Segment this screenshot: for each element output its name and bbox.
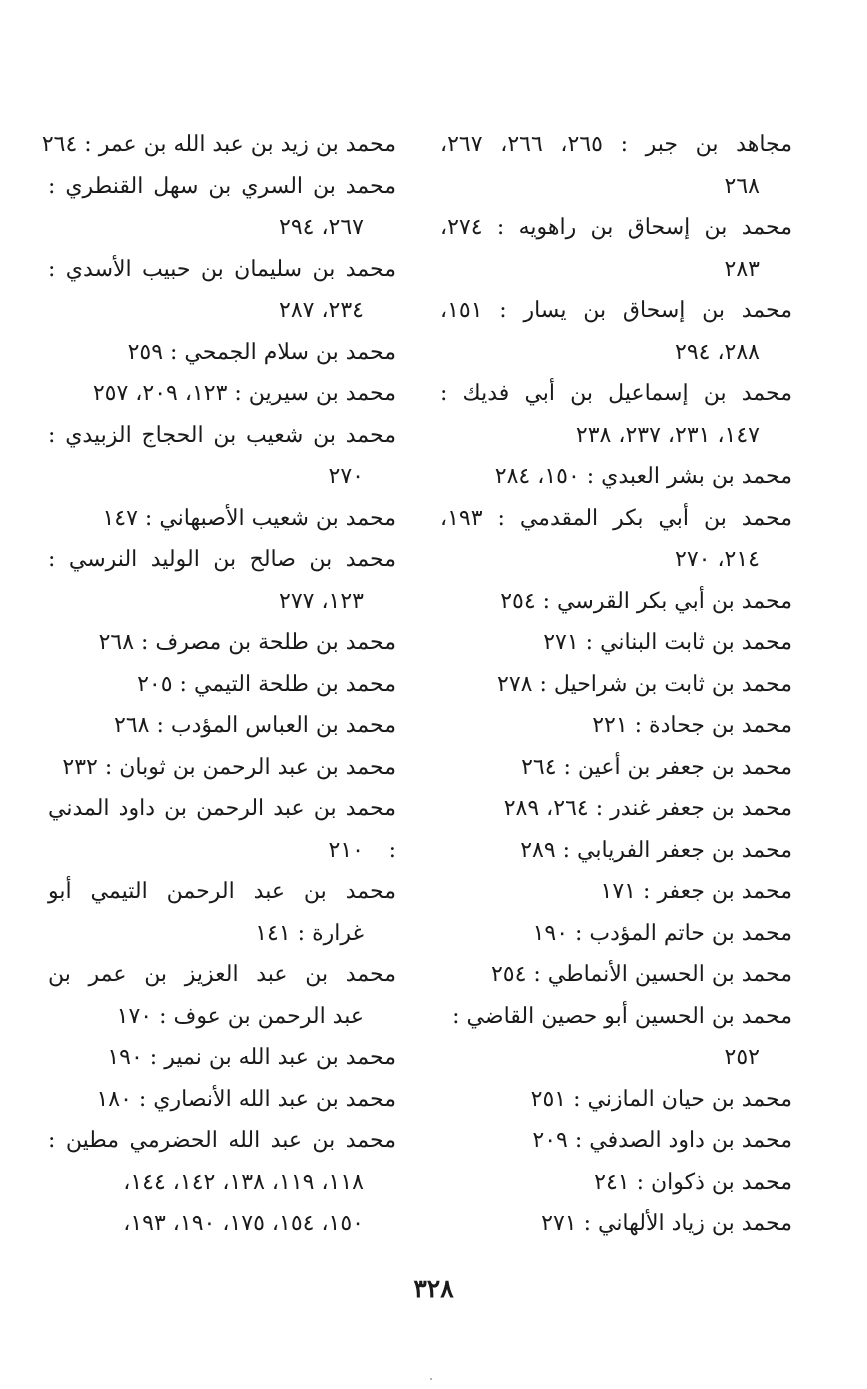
index-entry: محمد بن السري بن سهل القنطري : xyxy=(48,173,396,199)
index-entry: محمد بن سلام الجمحي : ٢٥٩ xyxy=(127,339,396,365)
index-entry: محمد بن الحسين الأنماطي : ٢٥٤ xyxy=(490,962,792,987)
index-entry: محمد بن العباس المؤدب : ٢٦٨ xyxy=(114,713,396,738)
index-entry: محمد بن جعفر الفريابي : ٢٨٩ xyxy=(520,837,792,863)
index-entry: محمد بن عبد الله بن نمير : ١٩٠ xyxy=(107,1045,396,1070)
index-entry-continuation: ١١٨، ١١٩، ١٣٨، ١٤٢، ١٤٤، xyxy=(123,1169,364,1195)
index-entry: محمد بن شعيب الأصبهاني : ١٤٧ xyxy=(102,505,396,531)
index-entry: محمد بن ذكوان : ٢٤١ xyxy=(594,1169,792,1195)
index-entry-continuation: ٢٦٨ xyxy=(724,173,760,199)
index-entry-continuation: ٢٧٠ xyxy=(328,464,364,489)
index-entry: محمد بن ثابت بن شراحيل : ٢٧٨ xyxy=(497,671,792,697)
index-entry-continuation: ٢٥٢ xyxy=(724,1045,760,1070)
index-entry-continuation: ١٢٣، ٢٧٧ xyxy=(279,588,364,614)
index-entry: محمد بن عبد الرحمن التيمي أبو xyxy=(48,879,396,904)
index-entry: محمد بن عبد الرحمن بن ثوبان : ٢٣٢ xyxy=(62,754,396,780)
index-entry: محمد بن شعيب بن الحجاج الزبيدي : xyxy=(48,422,396,448)
page-number: ٣٢٨ xyxy=(413,1274,454,1303)
index-column-right xyxy=(440,124,792,1245)
index-entry-continuation: غرارة : ١٤١ xyxy=(255,920,364,946)
index-entry: محمد بن الحسين أبو حصين القاضي : xyxy=(452,1003,792,1029)
index-entry: محمد بن إسحاق بن راهويه : ٢٧٤، xyxy=(440,215,792,240)
index-entry: محمد بن جعفر بن أعين : ٢٦٤ xyxy=(521,754,792,780)
index-entry: محمد بن عبد الله الحضرمي مطين : xyxy=(48,1128,396,1153)
index-entry: محمد بن زيد بن عبد الله بن عمر : ٢٦٤ xyxy=(41,132,396,157)
index-entry: محمد بن طلحة التيمي : ٢٠٥ xyxy=(137,671,396,697)
index-entry: محمد بن طلحة بن مصرف : ٢٦٨ xyxy=(98,630,396,655)
index-entry: محمد بن صالح بن الوليد النرسي : xyxy=(48,547,396,572)
index-entry: محمد بن جعفر غندر : ٢٦٤، ٢٨٩ xyxy=(503,796,792,821)
index-entry-continuation: ٢٦٧، ٢٩٤ xyxy=(279,215,364,240)
index-entry-continuation: ٢١٠ xyxy=(328,837,364,863)
index-entry: محمد بن حيان المازني : ٢٥١ xyxy=(530,1086,792,1112)
index-entry: محمد بن حاتم المؤدب : ١٩٠ xyxy=(532,920,792,946)
index-entry: محمد بن سيرين : ١٢٣، ٢٠٩، ٢٥٧ xyxy=(92,381,396,406)
index-entry: محمد بن إسماعيل بن أبي فديك : xyxy=(440,381,792,406)
index-entry-continuation: ٢٣٤، ٢٨٧ xyxy=(279,298,364,323)
index-column-left xyxy=(41,124,396,1245)
index-entry-continuation: ٢٨٨، ٢٩٤ xyxy=(675,339,760,365)
index-entry-continuation: ٢٨٣ xyxy=(724,256,760,282)
index-entry: محمد بن أبي بكر القرسي : ٢٥٤ xyxy=(500,588,792,614)
index-entry: محمد بن أبي بكر المقدمي : ١٩٣، xyxy=(440,505,792,531)
index-entry: محمد بن زياد الألهاني : ٢٧١ xyxy=(541,1211,792,1236)
index-entry-continuation: ١٥٠، ١٥٤، ١٧٥، ١٩٠، ١٩٣، xyxy=(123,1211,364,1236)
index-entry: محمد بن ثابت البناني : ٢٧١ xyxy=(543,630,792,655)
index-entry: محمد بن عبد الرحمن بن داود المدني : xyxy=(48,796,396,863)
index-entry: محمد بن داود الصدفي : ٢٠٩ xyxy=(532,1128,792,1153)
index-entry: محمد بن إسحاق بن يسار : ١٥١، xyxy=(440,298,792,323)
print-speck xyxy=(430,1378,432,1380)
index-entry: محمد بن جعفر : ١٧١ xyxy=(600,879,792,904)
index-entry: محمد بن عبد العزيز بن عمر بن xyxy=(48,962,396,987)
index-entry: محمد بن سليمان بن حبيب الأسدي : xyxy=(48,256,396,282)
index-entry: محمد بن بشر العبدي : ١٥٠، ٢٨٤ xyxy=(494,464,792,489)
index-entry: مجاهد بن جبر : ٢٦٥، ٢٦٦، ٢٦٧، xyxy=(440,132,793,157)
index-entry: محمد بن عبد الله الأنصاري : ١٨٠ xyxy=(96,1086,396,1112)
index-entry-continuation: ٢١٤، ٢٧٠ xyxy=(675,547,760,572)
index-entry-continuation: عبد الرحمن بن عوف : ١٧٠ xyxy=(116,1003,364,1029)
index-entry: محمد بن جحادة : ٢٢١ xyxy=(592,713,792,738)
index-entry-continuation: ١٤٧، ٢٣١، ٢٣٧، ٢٣٨ xyxy=(575,422,760,448)
